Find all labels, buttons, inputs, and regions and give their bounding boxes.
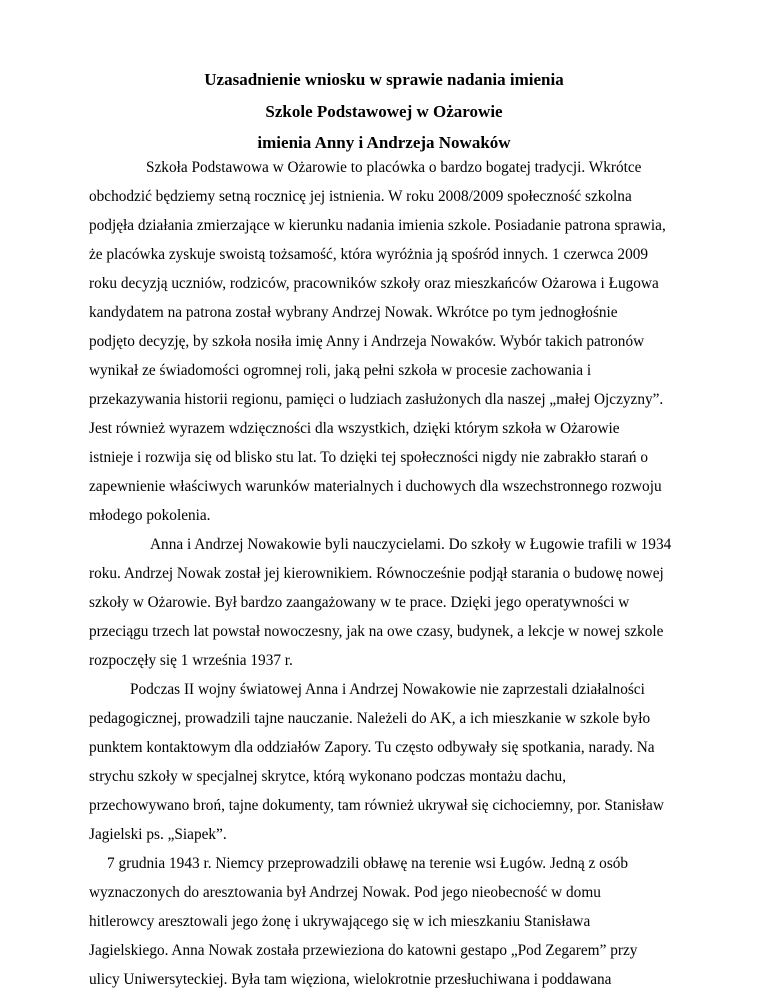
body-line: strychu szkoły w specjalnej skrytce, którą wykonano podczas montażu dachu, (89, 768, 567, 785)
body-line: Podczas II wojny światowej Anna i Andrzej Nowakowie nie zaprzestali działalności (130, 681, 645, 698)
body-line: Szkoła Podstawowa w Ożarowie to placówka o bardzo bogatej tradycji. Wkrótce (146, 159, 642, 176)
body-line: Anna i Andrzej Nowakowie byli nauczycielami. Do szkoły w Ługowie trafili w 1934 (150, 536, 672, 553)
body-line: przekazywania historii regionu, pamięci o ludziach zasłużonych dla naszej „małej Ojczyzny”. (89, 391, 664, 408)
body-line: punktem kontaktowym dla oddziałów Zapory. Tu często odbywały się spotkania, narady. Na (89, 739, 655, 756)
body-line: podjęto decyzję, by szkoła nosiła imię Anny i Andrzeja Nowaków. Wybór takich patronów (89, 333, 645, 350)
body-line: obchodzić będziemy setną rocznicę jej istnienia. W roku 2008/2009 społeczność szkolna (89, 188, 632, 205)
body-line: hitlerowcy aresztowali jego żonę i ukrywającego się w ich mieszkaniu Stanisława (89, 913, 591, 930)
body-line: wynikał ze świadomości ogromnej roli, jaką pełni szkoła w procesie zachowania i (89, 362, 592, 379)
body-line: rozpoczęły się 1 września 1937 r. (89, 652, 293, 669)
body-line: zapewnienie właściwych warunków materialnych i duchowych dla wszechstronnego rozwoju (89, 478, 662, 495)
title-line-1: Uzasadnienie wniosku w sprawie nadania imienia (204, 70, 564, 89)
body-line: przechowywano broń, tajne dokumenty, tam również ukrywał się cichociemny, por. Stanisław (89, 797, 664, 814)
body-line: Jest również wyrazem wdzięczności dla wszystkich, dzięki którym szkoła w Ożarowie (89, 420, 620, 437)
body-line: że placówka zyskuje swoistą tożsamość, która wyróżnia ją spośród innych. 1 czerwca 2009 (89, 246, 649, 263)
title-line-3: imienia Anny i Andrzeja Nowaków (257, 133, 511, 152)
body-line: roku. Andrzej Nowak został jej kierownikiem. Równocześnie podjął starania o budowę nowej (89, 565, 664, 582)
body-line: przeciągu trzech lat powstał nowoczesny, jak na owe czasy, budynek, a lekcje w nowej szkole (89, 623, 664, 640)
body-line: roku decyzją uczniów, rodziców, pracowników szkoły oraz mieszkańców Ożarowa i Ługowa (89, 275, 659, 292)
body-line: 7 grudnia 1943 r. Niemcy przeprowadzili obławę na terenie wsi Ługów. Jedną z osób (107, 855, 629, 872)
body-line: wyznaczonych do aresztowania był Andrzej Nowak. Pod jego nieobecność w domu (89, 884, 601, 901)
body-line: Jagielskiego. Anna Nowak została przewieziona do katowni gestapo „Pod Zegarem” przy (89, 942, 638, 959)
body-line: młodego pokolenia. (89, 507, 211, 524)
body-line: Jagielski ps. „Siapek”. (89, 826, 227, 843)
body-line: ulicy Uniwersyteckiej. Była tam więziona, wielokrotnie przesłuchiwana i poddawana (89, 971, 612, 988)
title-line-2: Szkole Podstawowej w Ożarowie (265, 102, 503, 121)
body-line: kandydatem na patrona został wybrany Andrzej Nowak. Wkrótce po tym jednogłośnie (89, 304, 618, 321)
body-line: istnieje i rozwija się od blisko stu lat. To dzięki tej społeczności nigdy nie zabrakło starań o (89, 449, 648, 466)
body-line: podjęła działania zmierzające w kierunku nadania imienia szkole. Posiadanie patrona sprawia, (89, 217, 666, 234)
body-line: pedagogicznej, prowadzili tajne nauczanie. Należeli do AK, a ich mieszkanie w szkole było (89, 710, 651, 727)
body-line: szkoły w Ożarowie. Był bardzo zaangażowany w te prace. Dzięki jego operatywności w (89, 594, 630, 611)
